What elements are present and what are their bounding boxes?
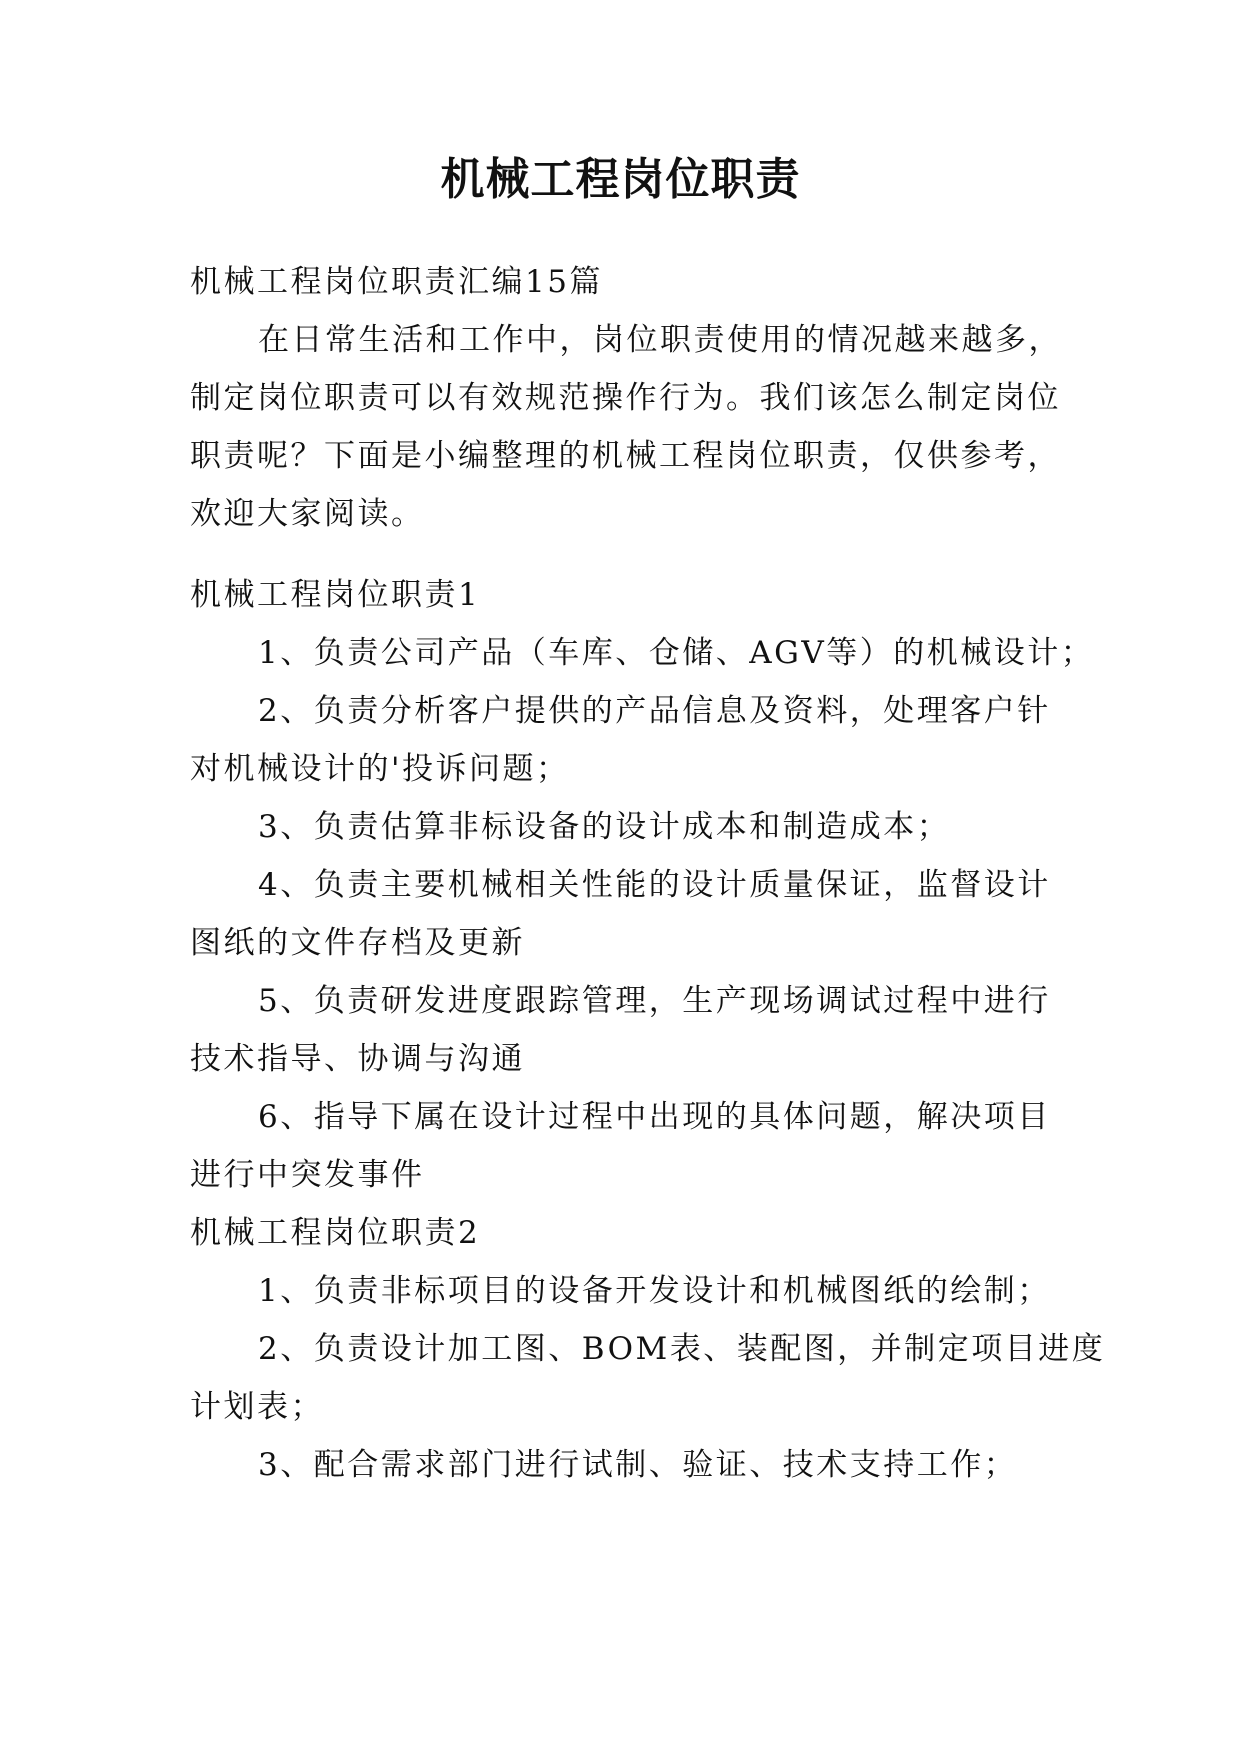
page-title: 机械工程岗位职责 xyxy=(440,154,801,205)
list-item: 3、配合需求部门进行试制、验证、技术支持工作； xyxy=(258,1447,1018,1483)
section-heading: 机械工程岗位职责1 xyxy=(190,577,481,613)
intro-paragraph xyxy=(190,311,1070,543)
list-item-continuation: 技术指导、协调与沟通 xyxy=(190,1041,525,1077)
list-item-continuation: 对机械设计的'投诉问题； xyxy=(190,751,570,787)
list-item: 1、负责公司产品（车库、仓储、AGV等）的机械设计； xyxy=(258,635,1095,671)
list-item-continuation: 图纸的文件存档及更新 xyxy=(190,925,525,961)
paragraph-line: 制定岗位职责可以有效规范操作行为。我们该怎么制定岗位 xyxy=(190,380,1061,416)
list-item: 1、负责非标项目的设备开发设计和机械图纸的绘制； xyxy=(258,1273,1051,1309)
subtitle-line: 机械工程岗位职责汇编15篇 xyxy=(190,264,603,300)
paragraph-line: 在日常生活和工作中，岗位职责使用的情况越来越多， xyxy=(258,322,1062,358)
document-subtitle xyxy=(190,253,1070,311)
list-item: 2、负责设计加工图、BOM表、装配图，并制定项目进度 xyxy=(258,1331,1106,1367)
paragraph-line: 职责呢？下面是小编整理的机械工程岗位职责，仅供参考， xyxy=(190,438,1061,474)
list-item-continuation: 计划表； xyxy=(190,1389,324,1425)
list-item: 5、负责研发进度跟踪管理，生产现场调试过程中进行 xyxy=(258,983,1051,1019)
section-2 xyxy=(190,1204,1106,1494)
list-item: 3、负责估算非标设备的设计成本和制造成本； xyxy=(258,809,951,845)
list-item: 4、负责主要机械相关性能的设计质量保证，监督设计 xyxy=(258,867,1051,903)
section-1 xyxy=(190,566,1095,1204)
list-item-continuation: 进行中突发事件 xyxy=(190,1157,425,1193)
paragraph-line: 欢迎大家阅读。 xyxy=(190,496,425,532)
list-item: 2、负责分析客户提供的产品信息及资料，处理客户针 xyxy=(258,693,1051,729)
list-item: 6、指导下属在设计过程中出现的具体问题，解决项目 xyxy=(258,1099,1051,1135)
section-heading: 机械工程岗位职责2 xyxy=(190,1215,481,1251)
